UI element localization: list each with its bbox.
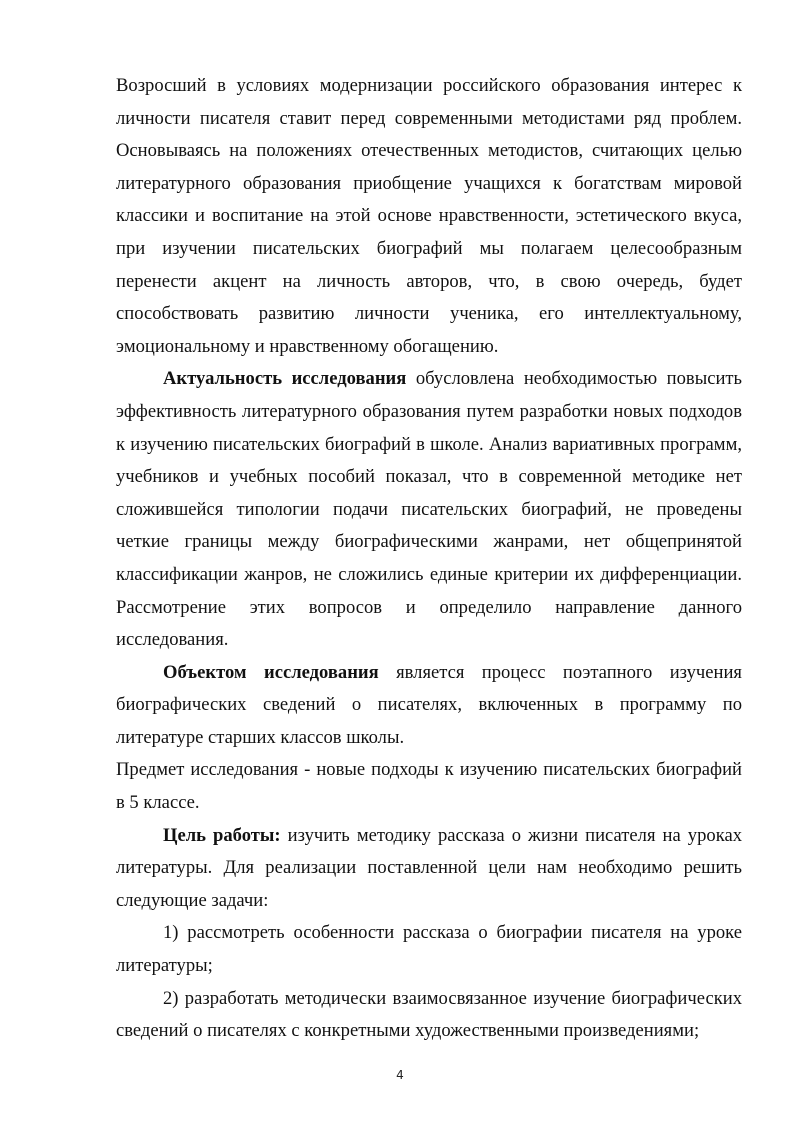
page-number: 4 xyxy=(396,1068,404,1082)
object-heading: Объектом исследования xyxy=(163,661,379,683)
paragraph-subject: Предмет исследования - новые подходы к изучению писательских биографий в 5 классе. xyxy=(116,759,742,814)
paragraph-relevance xyxy=(116,363,742,656)
paragraph-goal xyxy=(116,820,742,918)
paragraph-object xyxy=(116,657,742,755)
paragraph-intro: Возросший в условиях модернизации российского образования интерес к личности писателя ставит перед современными методистами ряд проблем. Основываясь на положениях отечественных методистов, считающих целью литературного образования приобщение учащихся к богатствам мировой классики и воспитание на этой основе нравственности, эстетического вкуса, при изучении писательских биографий мы полагаем целесообразным перенести акцент на личность авторов, что, в свою очередь, будет способствовать развитию личности ученика, его интеллектуальному, эмоциональному и нравственному обогащению. xyxy=(116,75,742,357)
task-item-1: 1) рассмотреть особенности рассказа о биографии писателя на уроке литературы; xyxy=(116,922,742,977)
body-text xyxy=(116,70,742,1048)
goal-text: изучить методику рассказа о жизни писателя на уроках литературы. Для реализации поставленной цели нам необходимо решить следующие задачи: xyxy=(116,824,742,911)
relevance-heading: Актуальность исследования xyxy=(163,368,407,390)
relevance-text: обусловлена необходимостью повысить эффективность литературного образования путем разработки новых подходов к изучению писательских биографий в школе. Анализ вариативных программ, учебников и учебных пособий показал, что в современной методике нет сложившейся типологии подачи писательских биографий, не проведены четкие границы между биографическими жанрами, нет общепринятой классификации жанров, не сложились единые критерии их дифференциации. Рассмотрение этих вопросов и определило направление данного исследования. xyxy=(116,368,743,651)
task-item-2: 2) разработать методически взаимосвязанное изучение биографических сведений о писателях с конкретными художественными произведениями; xyxy=(116,987,742,1042)
goal-heading: Цель работы: xyxy=(163,824,281,846)
object-text: является процесс поэтапного изучения биографических сведений о писателях, включенных в программу по литературе старших классов школы. xyxy=(116,661,742,748)
